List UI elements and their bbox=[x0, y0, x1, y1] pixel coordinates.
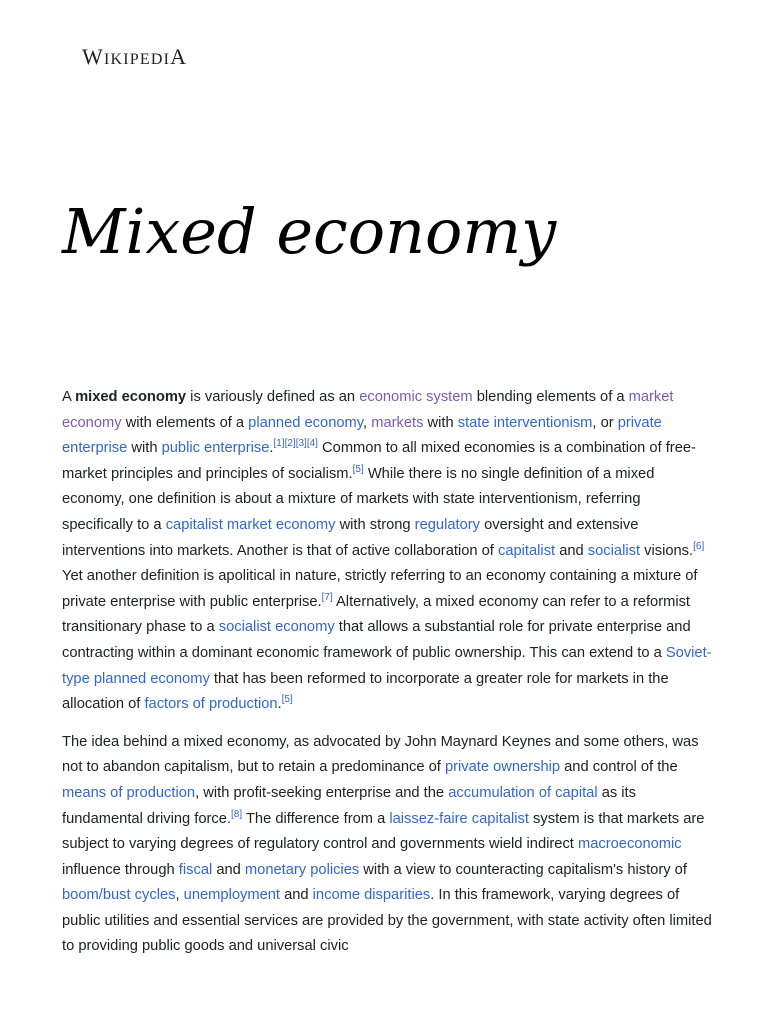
paragraph-2 bbox=[62, 730, 712, 960]
article-body bbox=[62, 385, 712, 972]
reference-link[interactable]: [8] bbox=[231, 808, 243, 820]
link-socialist-economy[interactable]: socialist economy bbox=[218, 619, 335, 636]
link-markets[interactable]: markets bbox=[371, 414, 424, 431]
link-market-economy[interactable]: market economy bbox=[62, 389, 674, 431]
link-soviet-type-planned-economy[interactable]: Soviet-type planned economy bbox=[62, 644, 712, 687]
link-accumulation-of-capital[interactable]: accumulation of capital bbox=[448, 784, 598, 801]
reference-link[interactable]: [7] bbox=[321, 591, 333, 603]
reference-2[interactable] bbox=[285, 438, 296, 449]
reference-5-repeat[interactable] bbox=[282, 694, 293, 705]
bold-term: mixed economy bbox=[75, 389, 187, 405]
link-private-enterprise[interactable]: private enterprise bbox=[62, 414, 662, 457]
text: While there is no single definition of a mixed economy, one definition is about a mixture of markets with state interventionism, referring specifically to a bbox=[62, 465, 655, 533]
wikipedia-logo[interactable] bbox=[82, 44, 187, 70]
text: with bbox=[423, 414, 458, 431]
link-socialist[interactable]: socialist bbox=[587, 542, 641, 559]
link-regulatory[interactable]: regulatory bbox=[414, 516, 480, 533]
text: as its fundamental driving force. bbox=[62, 784, 636, 827]
link-capitalist-market-economy[interactable]: capitalist market economy bbox=[165, 516, 336, 533]
link-monetary-policies[interactable]: monetary policies bbox=[244, 861, 360, 878]
link-economic-system[interactable]: economic system bbox=[359, 389, 473, 405]
reference-5[interactable] bbox=[353, 464, 364, 475]
text: The idea behind a mixed economy, as advocated by John Maynard Keynes and some others, was not to abandon capitalism, but to retain a predominance of bbox=[62, 733, 699, 776]
text: with bbox=[127, 440, 162, 457]
link-factors-of-production[interactable]: factors of production bbox=[144, 696, 278, 713]
text: , or bbox=[592, 414, 618, 431]
text: with a view to counteracting capitalism's history of bbox=[359, 861, 687, 878]
link-state-interventionism[interactable]: state interventionism bbox=[457, 414, 593, 431]
page-title: Mixed economy bbox=[62, 195, 557, 268]
text: . In this framework, varying degrees of public utilities and essential services are provided by the government, with state activity often limited to providing public goods and universal civic bbox=[62, 887, 712, 955]
link-income-disparities[interactable]: income disparities bbox=[312, 887, 431, 904]
link-macroeconomic[interactable]: macroeconomic bbox=[577, 836, 682, 853]
link-planned-economy[interactable]: planned economy bbox=[248, 414, 364, 431]
reference-3[interactable] bbox=[296, 438, 307, 449]
logo-letter-w: W bbox=[82, 44, 104, 69]
text: Yet another definition is apolitical in nature, strictly referring to an economy containing a mixture of private enterprise with public enterprise. bbox=[62, 568, 698, 610]
reference-link[interactable]: [1] bbox=[273, 438, 285, 450]
reference-7[interactable] bbox=[322, 592, 333, 603]
text: , bbox=[363, 414, 372, 431]
text: system is that markets are subject to varying degrees of regulatory control and governments wield indirect bbox=[62, 810, 705, 853]
link-boom-bust-cycles[interactable]: boom/bust cycles bbox=[62, 887, 176, 904]
text: that has been reformed to incorporate a greater role for markets in the allocation of bbox=[62, 670, 669, 713]
reference-link[interactable]: [6] bbox=[693, 540, 705, 552]
text: . bbox=[269, 440, 274, 457]
text: and bbox=[555, 542, 588, 559]
text: is variously defined as an bbox=[186, 389, 360, 405]
reference-link[interactable]: [5] bbox=[281, 694, 293, 706]
text: Alternatively, a mixed economy can refer to a reformist transitionary phase to a bbox=[62, 593, 691, 636]
text: and control of the bbox=[560, 759, 678, 776]
text: Common to all mixed economies is a combination of free-market principles and principles of socialism. bbox=[62, 440, 696, 482]
reference-1[interactable] bbox=[273, 438, 284, 449]
logo-letter-a: A bbox=[170, 44, 188, 69]
text: . bbox=[277, 696, 282, 713]
text: blending elements of a bbox=[472, 389, 629, 405]
link-public-enterprise[interactable]: public enterprise bbox=[161, 440, 270, 457]
text: visions. bbox=[640, 542, 694, 559]
logo-middle-letters: IKIPEDI bbox=[103, 51, 171, 68]
text: The difference from a bbox=[242, 810, 390, 827]
text: , with profit-seeking enterprise and the bbox=[195, 784, 449, 801]
text: influence through bbox=[62, 861, 179, 878]
text: , bbox=[175, 887, 184, 904]
link-capitalist[interactable]: capitalist bbox=[497, 542, 556, 559]
text: and bbox=[280, 887, 313, 904]
reference-8[interactable] bbox=[231, 809, 242, 820]
reference-6[interactable] bbox=[693, 541, 704, 552]
link-fiscal[interactable]: fiscal bbox=[178, 861, 213, 878]
paragraph-1 bbox=[62, 385, 712, 718]
link-means-of-production[interactable]: means of production bbox=[62, 784, 196, 801]
reference-link[interactable]: [5] bbox=[352, 463, 364, 475]
link-unemployment[interactable]: unemployment bbox=[183, 887, 280, 904]
reference-link[interactable]: [2] bbox=[284, 438, 296, 450]
text: oversight and extensive interventions into markets. Another is that of active collaboration of bbox=[62, 516, 639, 559]
reference-link[interactable]: [3] bbox=[295, 438, 307, 450]
text: and bbox=[212, 861, 245, 878]
text: with elements of a bbox=[121, 414, 249, 431]
text: A bbox=[62, 389, 76, 405]
text: that allows a substantial role for private enterprise and contracting within a dominant economic framework of public ownership. This can extend to a bbox=[62, 619, 691, 661]
reference-link[interactable]: [4] bbox=[306, 438, 318, 450]
link-private-ownership[interactable]: private ownership bbox=[444, 759, 561, 776]
reference-4[interactable] bbox=[307, 438, 318, 449]
text: with strong bbox=[335, 516, 415, 533]
link-laissez-faire-capitalist[interactable]: laissez-faire capitalist bbox=[389, 810, 529, 827]
